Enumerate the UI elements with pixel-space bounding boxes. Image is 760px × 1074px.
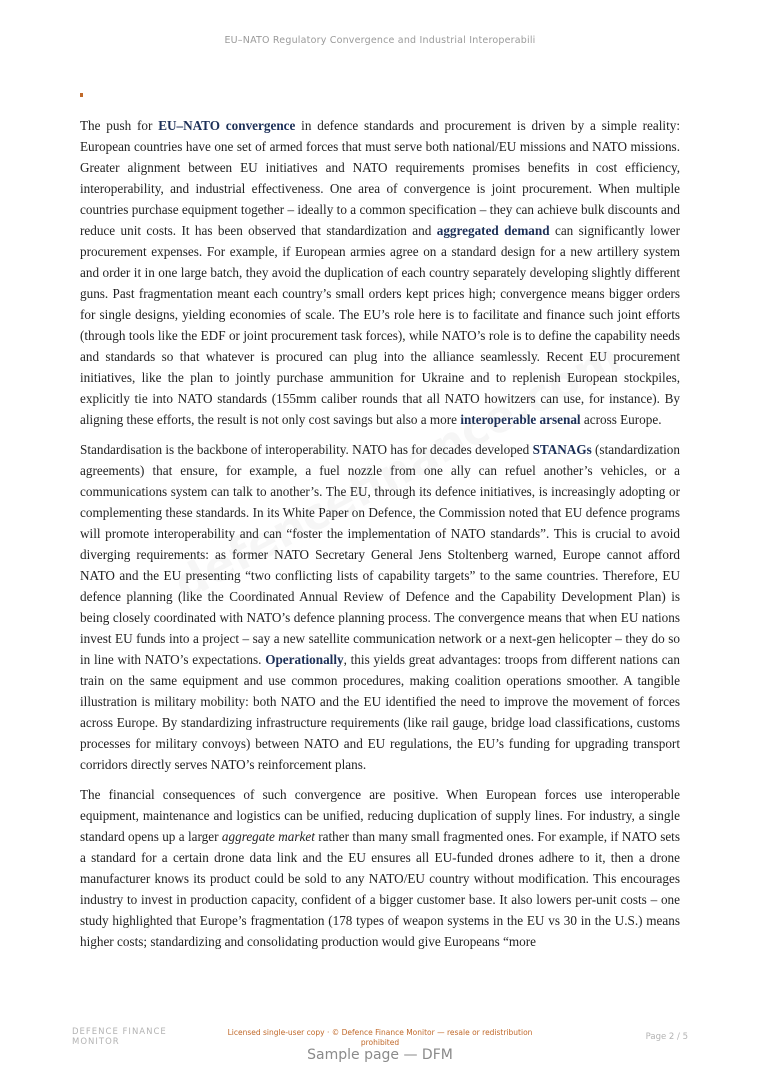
text-run: rather than many small fragmented ones. For example, if NATO sets a standard for a certain drone data link and the EU ensures all EU-funded drones adhere to it, then a drone manufacturer knows its product could be sold to any NATO/EU country without modification. This encourages industry to invest in production capacity, confident of a bigger customer base. It also lowers per-unit costs – one study highlighted that Europe’s fragmentation (178 types of weapon systems in the EU vs 30 in the U.S.) means higher costs; standardizing and consolidating production would give Europeans “more bbox=[80, 829, 680, 949]
text-run: can significantly lower procurement expenses. For example, if European armies agree on a standard design for a new artillery system and order it in one large batch, they avoid the duplication of each country separately developing slightly different guns. Past fragmentation meant each country’s small orders kept prices high; convergence means bigger orders for single designs, yielding economies of scale. The EU’s role here is to facilitate and finance such joint efforts (through tools like the EDF or joint procurement task forces), while NATO’s role is to define the capability needs and standards so that whatever is procured can plug into the alliance seamlessly. Recent EU procurement initiatives, like the plan to jointly purchase ammunition for Ukraine and to replenish European stockpiles, explicitly tie into NATO standards (155mm caliber rounds that all NATO howitzers can use, for instance). By aligning these efforts, the result is not only cost savings but also a more bbox=[80, 223, 680, 427]
text-run: in defence standards and procurement is driven by a simple reality: European countries have one set of armed forces that must serve both national/EU missions and NATO missions. Greater alignment between EU initiatives and NATO requirements promises benefits in cost efficiency, interoperability, and industrial effectiveness. One area of convergence is joint procurement. When multiple countries purchase equipment together – ideally to a common specification – they can achieve bulk discounts and reduce unit costs. It has been observed that standardization and bbox=[80, 118, 680, 238]
text-run: Standardisation is the backbone of interoperability. NATO has for decades developed bbox=[80, 442, 533, 457]
section-marker bbox=[80, 93, 83, 97]
key-term: Operationally bbox=[265, 652, 344, 667]
key-term: EU–NATO convergence bbox=[158, 118, 296, 133]
page-number: Page 2 / 5 bbox=[645, 1032, 688, 1042]
emphasis: aggregate market bbox=[221, 829, 315, 844]
footer-brand bbox=[72, 1027, 212, 1047]
text-run: across Europe. bbox=[580, 412, 662, 427]
paragraph bbox=[80, 439, 680, 775]
text-run: The push for bbox=[80, 118, 159, 133]
paragraph bbox=[80, 784, 680, 952]
footer-brand-line2: MONITOR bbox=[72, 1037, 120, 1047]
key-term: aggregated demand bbox=[436, 223, 550, 238]
text-run: The financial consequences of such convergence are positive. When European forces use interoperable equipment, maintenance and logistics can be unified, reducing duplication of supply lines. For industry, a single standard opens up a larger bbox=[80, 787, 680, 844]
sample-page-stamp: Sample page — DFM bbox=[307, 1047, 453, 1063]
article-body bbox=[80, 115, 680, 961]
text-run: (standardization agreements) that ensure, for example, a fuel nozzle from one ally can refuel another’s vehicles, or a communications system can talk to another’s. The EU, through its defence initiatives, is increasingly adopting or complementing these standards. In its White Paper on Defence, the Commission noted that EU defence programs will promote interoperability and can “foster the implementation of NATO standards”. This is crucial to avoid diverging requirements: as former NATO Secretary General Jens Stoltenberg warned, Europe cannot afford NATO and the EU presenting “two conflicting lists of capability targets” to the same countries. Therefore, EU defence planning (like the Coordinated Annual Review of Defence and the Capability Development Plan) is being closely coordinated with NATO’s defence planning process. The convergence means that when EU nations invest EU funds into a project – say a new satellite communication network or a next-gen helicopter – they do so in line with NATO’s expectations. bbox=[80, 442, 680, 667]
text-run: , this yields great advantages: troops from different nations can train on the same equipment and use common procedures, making coalition operations smoother. A tangible illustration is military mobility: both NATO and the EU identified the need to improve the movement of forces across Europe. By standardizing infrastructure requirements (like rail gauge, bridge load classifications, customs processes for military convoys) between NATO and EU regulations, the EU’s funding for upgrading transport corridors directly serves NATO’s reinforcement plans. bbox=[80, 652, 680, 772]
key-term: STANAGs bbox=[532, 442, 592, 457]
footer-license-notice: Licensed single-user copy · © Defence Finance Monitor — resale or redistribution prohibited bbox=[227, 1028, 533, 1047]
key-term: interoperable arsenal bbox=[460, 412, 581, 427]
footer-brand-line1: DEFENCE FINANCE bbox=[72, 1027, 167, 1037]
running-header: EU–NATO Regulatory Convergence and Industrial Interoperabili bbox=[224, 35, 536, 46]
paragraph bbox=[80, 115, 680, 430]
